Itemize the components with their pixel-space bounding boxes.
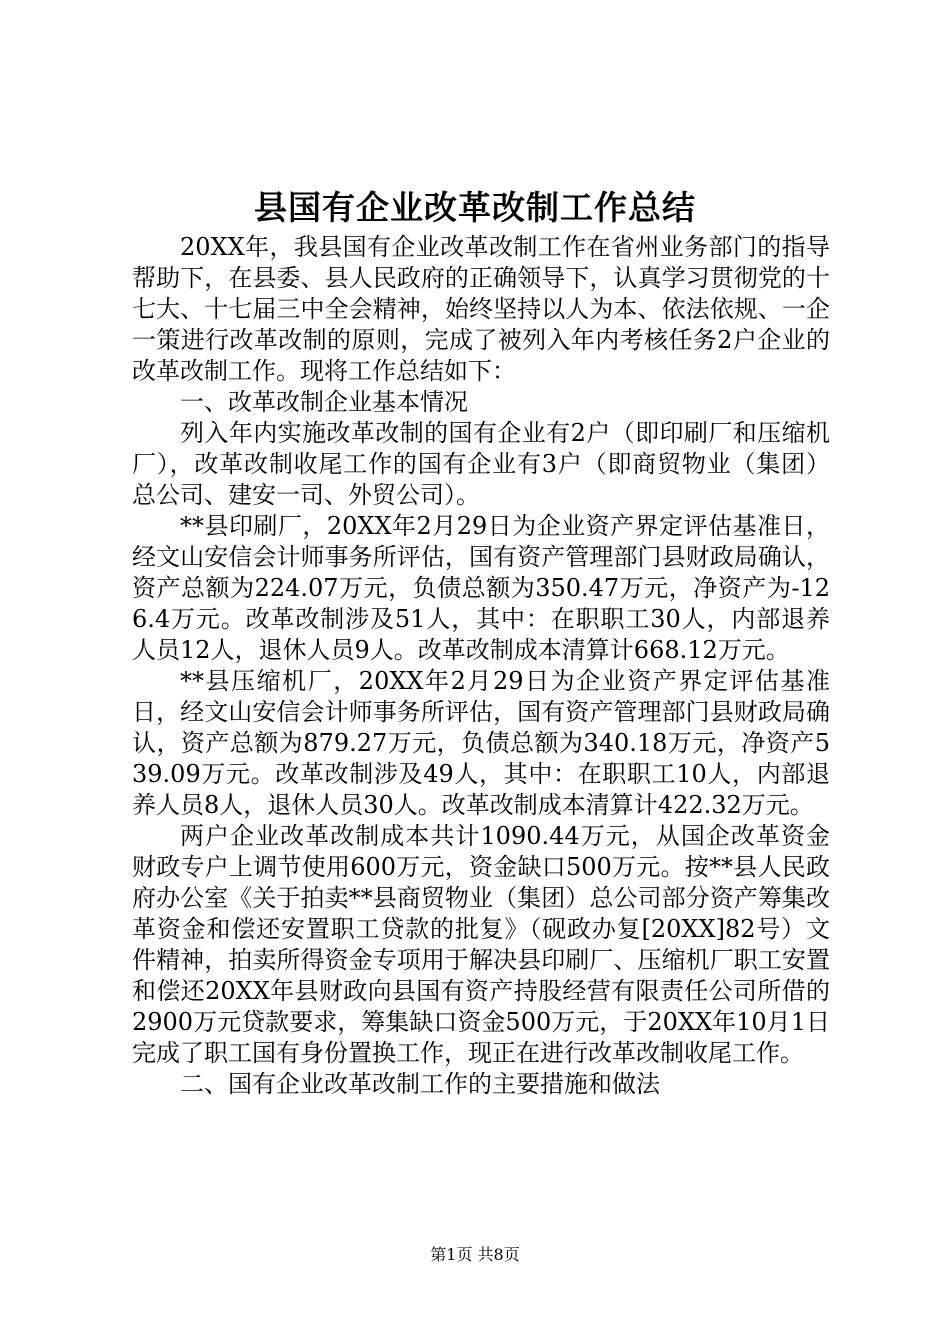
- printing-factory-paragraph: **县印刷厂，20XX年2月29日为企业资产界定评估基准日，经文山安信会计师事务所评估，国有资产管理部门县财政局确认，资产总额为224.07万元，负债总额为350.47万元，净资产为-126.4万元。改革改制涉及51人，其中：在职职工30人，内部退养人员12人，退休人员9人。改革改制成本清算计668.12万元。: [132, 512, 830, 664]
- section-heading-1: 一、改革改制企业基本情况: [180, 388, 468, 416]
- intro-paragraph: 20XX年，我县国有企业改革改制工作在省州业务部门的指导帮助下，在县委、县人民政府的正确领导下，认真学习贯彻党的十七大、十七届三中全会精神，始终坚持以人为本、依法依规、一企一策进行改革改制的原则，完成了被列入年内考核任务2户企业的改革改制工作。现将工作总结如下：: [132, 233, 830, 385]
- document-title: 县国有企业改革改制工作总结: [254, 188, 696, 227]
- section-heading-2: 二、国有企业改革改制工作的主要措施和做法: [180, 1070, 660, 1098]
- funding-paragraph: 两户企业改革改制成本共计1090.44万元，从国企改革资金财政专户上调节使用600万元，资金缺口500万元。按**县人民政府办公室《关于拍卖**县商贸物业（集团）总公司部分资产筹集改革资金和偿还安置职工贷款的批复》（砚政办复[20XX]82号）文件精神，拍卖所得资金专项用于解决县印刷厂、压缩机厂职工安置和偿还20XX年县财政向县国有资产持股经营有限责任公司所借的2900万元贷款要求，筹集缺口资金500万元，于20XX年10月1日完成了职工国有身份置换工作，现正在进行改革改制收尾工作。: [132, 822, 830, 1067]
- page-number-footer: 第1页 共8页: [430, 1245, 520, 1264]
- document-body: [132, 232, 830, 1100]
- compressor-factory-paragraph: **县压缩机厂，20XX年2月29日为企业资产界定评估基准日，经文山安信会计师事务所评估，国有资产管理部门县财政局确认，资产总额为879.27万元，负债总额为340.18万元，净资产539.09万元。改革改制涉及49人，其中：在职职工10人，内部退养人员8人，退休人员30人。改革改制成本清算计422.32万元。: [132, 667, 830, 819]
- enterprise-overview-paragraph: 列入年内实施改革改制的国有企业有2户（即印刷厂和压缩机厂），改革改制收尾工作的国有企业有3户（即商贸物业（集团）总公司、建安一司、外贸公司）。: [132, 419, 830, 509]
